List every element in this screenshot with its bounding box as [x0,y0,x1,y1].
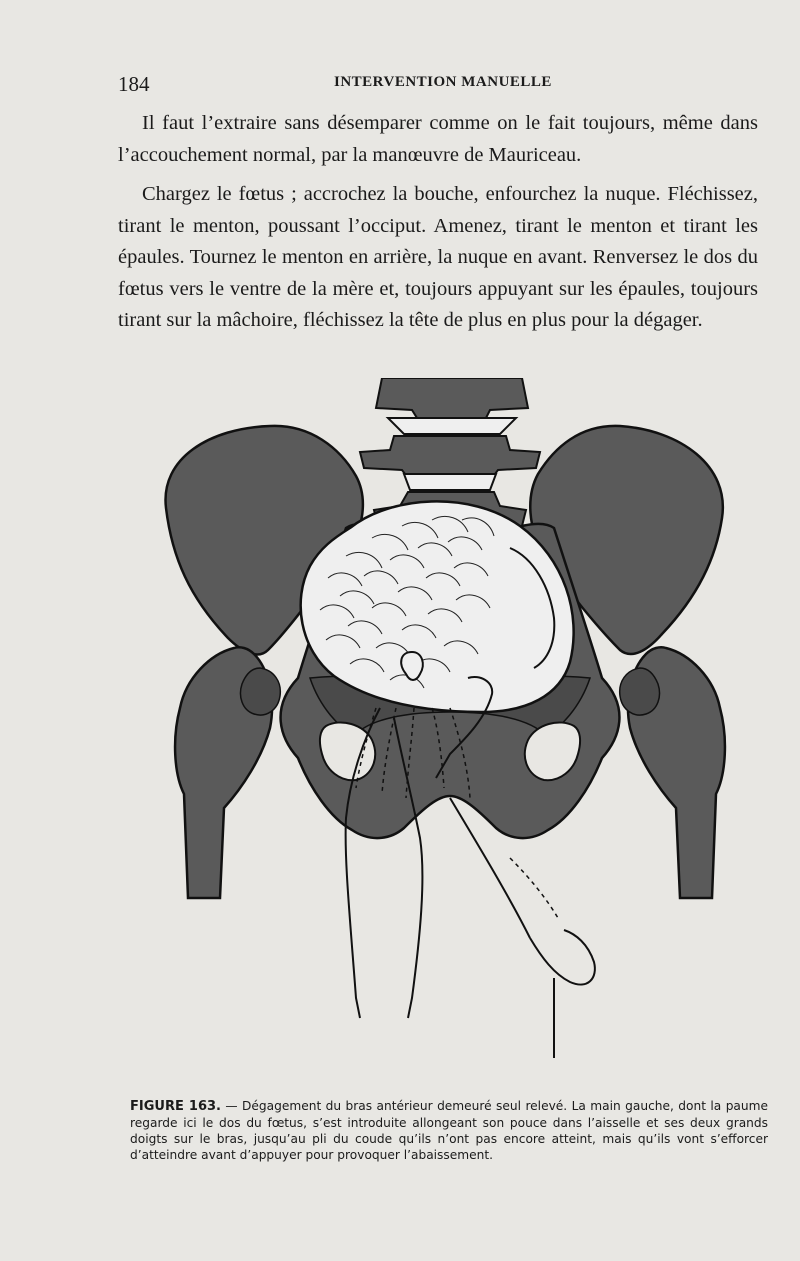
paragraph: Chargez le fœtus ; accrochez la bouche, enfourchez la nuque. Fléchissez, tirant le menton, poussant l’occiput. Amenez, tirant le menton et tirant les épaules. Tournez le menton en arrière, la nuque en avant. Renversez le dos du fœtus vers le ventre de la mère et, toujours appuyant sur les épaules, toujours tirant sur la mâchoire, fléchissez la tête de plus en plus pour la dégager. [118,183,758,331]
body-text [118,108,758,345]
figure-label: FIGURE 163. [130,1099,221,1114]
figure-caption-text: — Dégagement du bras antérieur demeuré seul relevé. La main gauche, dont la paume regarde ici le dos du fœtus, s’est introduite allongeant son pouce dans l’aisselle et ses deux grands doigts sur le bras, jusqu’au pli du coude qu’ils n’ont pas encore atteint, mais qu’ils vont s’efforcer d’atteindre avant d’appuyer pour provoquer l’abaissement. [130,1099,768,1162]
paragraph: Il faut l’extraire sans désemparer comme on le fait toujours, même dans l’accouchement normal, par la manœuvre de Mauriceau. [118,112,758,166]
pelvis-illustration [150,378,750,1078]
figure-caption [130,1098,768,1163]
page-number: 184 [118,72,150,96]
running-title: INTERVENTION MANUELLE [334,74,552,90]
figure-illustration [150,378,750,1078]
